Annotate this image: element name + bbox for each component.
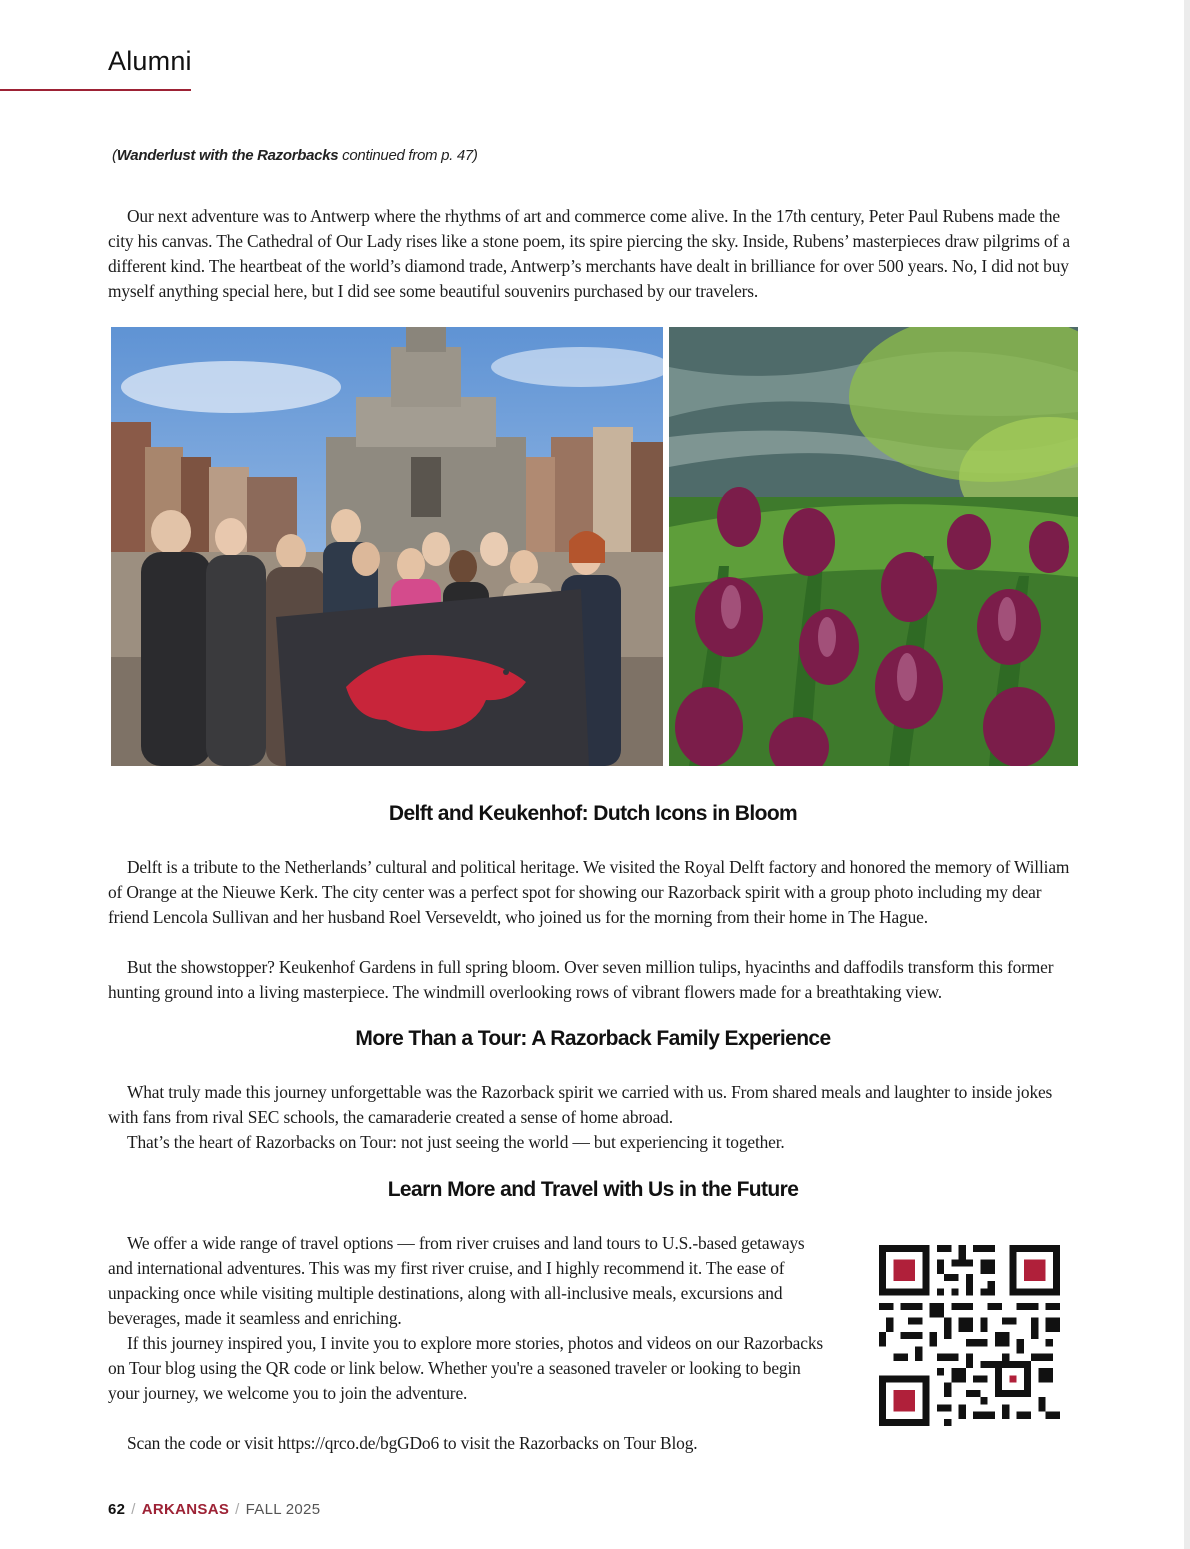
- paragraph-spirit: What truly made this journey unforgettable was the Razorback spirit we carried with us. From shared meals and laughter to inside jokes with fans from rival SEC schools, the camaraderie created a sense of home abroad.: [108, 1082, 1053, 1127]
- continued-note: (Wanderlust with the Razorbacks continued from p. 47): [112, 147, 478, 164]
- intro-paragraph: Our next adventure was to Antwerp where the rhythms of art and commerce come alive. In the 17th century, Peter Paul Rubens made the city his canvas. The Cathedral of Our Lady rises like a stone poem, its spire piercing the sky. Inside, Rubens’ masterpieces draw pilgrims of a different kind. The heartbeat of the world’s diamond trade, Antwerp’s merchants have dealt in brilliance for over 500 years. No, I did not buy myself anything special here, but I did see some beautiful souvenirs purchased by our travelers.: [108, 206, 1070, 301]
- paragraph-invite: If this journey inspired you, I invite you to explore more stories, photos and videos on our Razorbacks on Tour blog using the QR code or link below. Whether you're a seasoned traveler or looking to begin your journey, we welcome you to join the adventure.: [108, 1333, 823, 1403]
- group-photo-illustration: [111, 327, 663, 766]
- magazine-name: ARKANSAS: [141, 1501, 230, 1518]
- paragraph-delft: Delft is a tribute to the Netherlands’ cultural and political heritage. We visited the Royal Delft factory and honored the memory of William of Orange at the Nieuwe Kerk. The city center was a perfect spot for showing our Razorback spirit with a group photo including my dear friend Lencola Sullivan and her husband Roel Verseveldt, who joined us for the morning from their home in The Hague.: [108, 857, 1070, 927]
- qr-code[interactable]: [879, 1245, 1060, 1426]
- page-number: 62: [108, 1501, 126, 1518]
- page-edge: [1184, 0, 1190, 1549]
- issue-label: FALL 2025: [245, 1501, 321, 1518]
- paragraph-keukenhof: But the showstopper? Keukenhof Gardens in full spring bloom. Over seven million tulips, hyacinths and daffodils transform this former hunting ground into a living masterpiece. The windmill overlooking rows of vibrant flowers made for a breathtaking view.: [108, 957, 1054, 1002]
- paragraph-heart: That’s the heart of Razorbacks on Tour: not just seeing the world — but experiencing it together.: [127, 1132, 785, 1152]
- tulip-photo-illustration: [669, 327, 1078, 766]
- section-rule: [0, 89, 191, 91]
- paragraph-travel-options: We offer a wide range of travel options — from river cruises and land tours to U.S.-based getaways and international adventures. This was my first river cruise, and I highly recommend it. The ease of unpacking once while visiting multiple destinations, along with all-inclusive meals, excursions and beverages, made it seamless and enriching.: [108, 1233, 805, 1328]
- tulip-photo: [669, 327, 1078, 766]
- section-heading-learn: Learn More and Travel with Us in the Future: [387, 1178, 799, 1201]
- section-heading-family: More Than a Tour: A Razorback Family Experience: [355, 1027, 831, 1050]
- continued-suffix: continued from p. 47): [338, 147, 478, 164]
- paragraph-scan: Scan the code or visit https://qrco.de/bgGDo6 to visit the Razorbacks on Tour Blog.: [127, 1433, 698, 1453]
- qr-code-icon: [879, 1245, 1060, 1426]
- group-photo: [111, 327, 663, 766]
- continued-title: Wanderlust with the Razorbacks: [116, 147, 339, 164]
- page-footer: 62 / ARKANSAS / FALL 2025: [108, 1501, 321, 1518]
- section-heading-delft: Delft and Keukenhof: Dutch Icons in Bloom: [388, 802, 798, 825]
- section-label: Alumni: [108, 46, 192, 76]
